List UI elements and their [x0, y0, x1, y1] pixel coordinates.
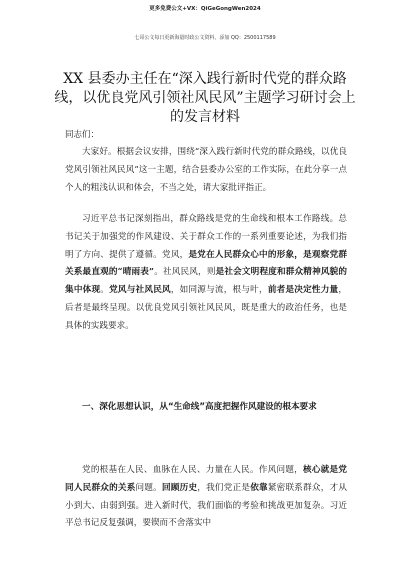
text-run: 党的根基在人民、血脉在人民、力量在人民。作风问题，	[82, 465, 304, 475]
emphasis-run: 前者是决定性力量	[267, 285, 339, 296]
text-run: 。	[100, 285, 110, 296]
emphasis-run: 核心就是党同人民群众的关系	[65, 465, 347, 493]
emphasis-run: 是党在人民群众心中的形象，是观察党群关系最直观的“晴雨表”	[65, 249, 347, 278]
salutation: 同志们：	[65, 130, 100, 140]
text-run: 问题。	[135, 482, 162, 493]
paragraph-intro: 大家好。根据会议安排，围绕“深入践行新时代党的群众路线，以优良党风引领社风民风”这一主题，结合县委办公室的工作实际，在此分享一点个人的粗浅认识和体会，不当之处，请大家批评指正。	[65, 147, 347, 193]
emphasis-run: 依靠	[250, 482, 268, 493]
paragraph-section-one	[65, 462, 347, 533]
text-run: 习近平总书记深刻指出，群众路线是党的生命线和根本工作路线。总书记关于加强党的作风建设、关于群众工作的一系列重要论述，为我们指明了方向、提供了遵循。党风，	[65, 214, 347, 260]
text-run: 。社风民风，则	[154, 267, 216, 278]
promo-note: 七哥公文每日更新海量时政公文资料，添加 QQ：2500117589	[134, 35, 276, 41]
text-run: ，我们党正是	[197, 482, 251, 493]
paragraph-context	[65, 211, 347, 336]
text-run: 紧密联系群众，才从小到大、由弱到强。进入新时代，我们面临的考验和挑战更加复杂。习近平总书记反复强调，要锲而不舍落实中	[65, 482, 347, 529]
section-heading: 一、深化思想认识，从“生命线”高度把握作风建设的根本要求	[82, 402, 317, 412]
document-title: XX 县委办主任在“深入践行新时代党的群众路线，以优良党风引领社风民风”主题学习研讨会上的发言材料	[54, 71, 356, 125]
emphasis-run: 党风与社风民风	[109, 285, 171, 296]
emphasis-run: 是社会文明程度和群众精神风貌的集中体现	[65, 267, 347, 296]
text-run: ，如同源与流，根与叶，	[170, 285, 268, 296]
text-run: ，后者是最终呈现。以优良党风引领社风民风，既是重大的政治任务，也是具体的实践要求。	[65, 285, 347, 331]
emphasis-run: 回顾历史	[162, 482, 198, 493]
promo-banner: 更多免费公文+VX：QiGeGongWen2024	[149, 6, 261, 12]
